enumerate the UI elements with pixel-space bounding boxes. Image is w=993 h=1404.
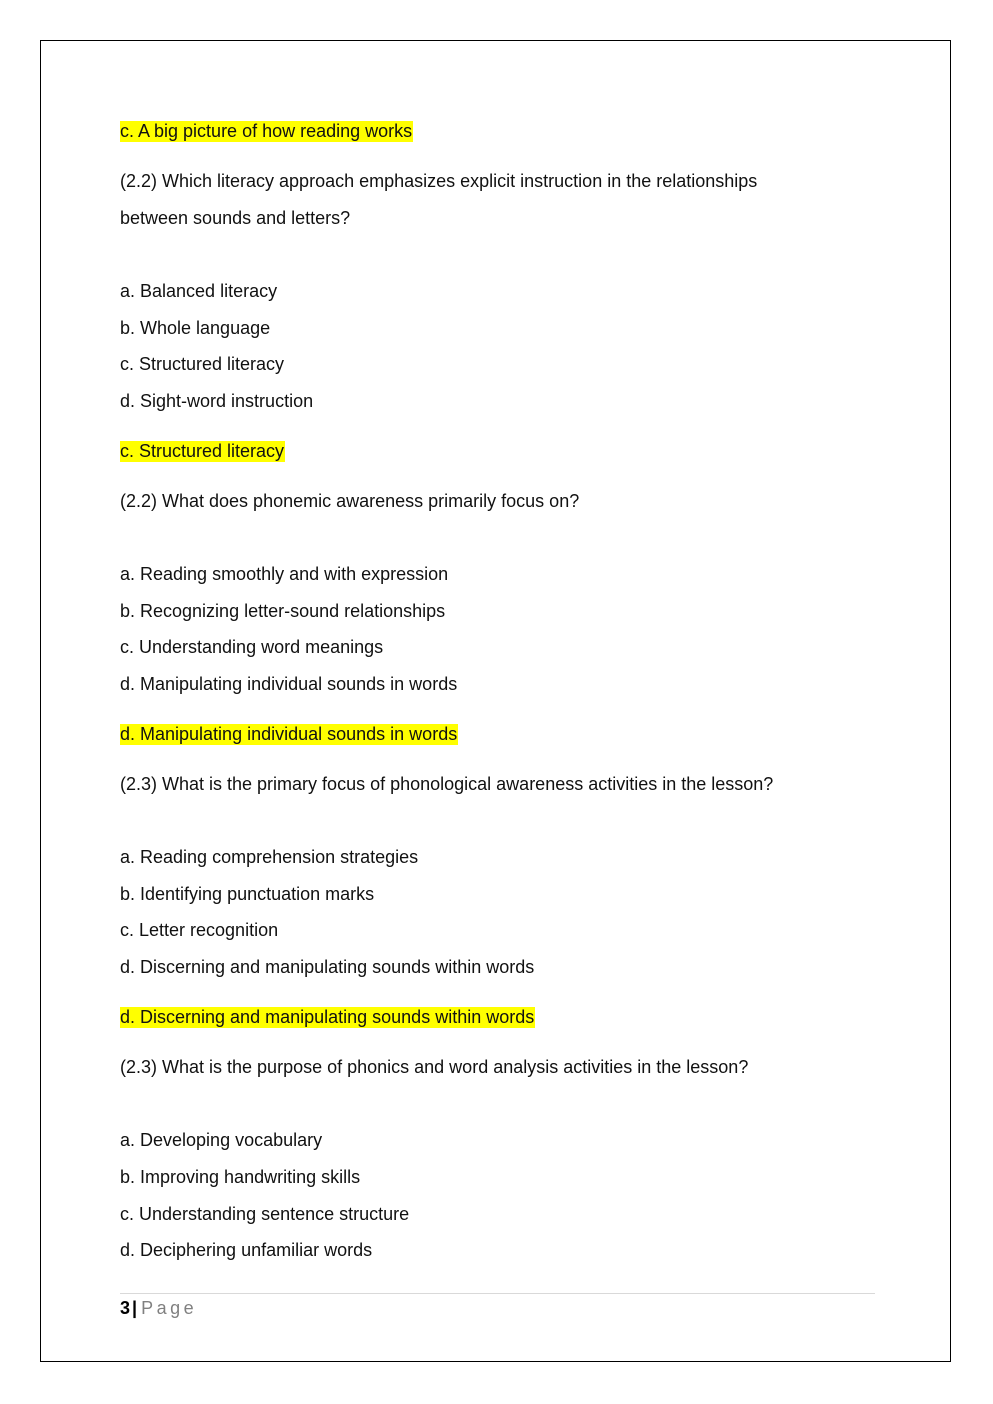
page-number: 3 xyxy=(120,1298,131,1318)
footer-separator: | xyxy=(132,1298,138,1318)
option-a: a. Reading smoothly and with expression xyxy=(120,564,449,584)
answer-highlight: d. Manipulating individual sounds in words xyxy=(120,724,458,744)
option-a: a. Reading comprehension strategies xyxy=(120,847,419,867)
question-2-2-a-line-1: (2.2) Which literacy approach emphasizes explicit instruction in the relationships xyxy=(120,171,758,191)
page-footer xyxy=(120,1297,197,1319)
option-c: c. Structured literacy xyxy=(120,354,285,374)
option-c: c. Understanding word meanings xyxy=(120,637,384,657)
option-d: d. Discerning and manipulating sounds within words xyxy=(120,957,535,977)
option-d: d. Manipulating individual sounds in words xyxy=(120,674,458,694)
option-b: b. Whole language xyxy=(120,318,271,338)
option-a: a. Balanced literacy xyxy=(120,281,278,301)
option-b: b. Recognizing letter-sound relationships xyxy=(120,601,446,621)
question-2-2-b: (2.2) What does phonemic awareness primarily focus on? xyxy=(120,491,580,511)
footer-divider xyxy=(120,1293,875,1294)
question-2-3-a: (2.3) What is the primary focus of phonological awareness activities in the lesson? xyxy=(120,774,774,794)
answer-line xyxy=(120,723,458,745)
option-d: d. Deciphering unfamiliar words xyxy=(120,1240,373,1260)
prev-answer-line xyxy=(120,120,413,142)
page-border xyxy=(40,40,951,1362)
option-b: b. Identifying punctuation marks xyxy=(120,884,375,904)
option-c: c. Letter recognition xyxy=(120,920,279,940)
answer-highlight: d. Discerning and manipulating sounds within words xyxy=(120,1007,535,1027)
answer-line xyxy=(120,1006,535,1028)
option-d: d. Sight-word instruction xyxy=(120,391,314,411)
answer-line xyxy=(120,440,285,462)
question-2-3-b: (2.3) What is the purpose of phonics and word analysis activities in the lesson? xyxy=(120,1057,749,1077)
page-label: Page xyxy=(141,1298,198,1318)
answer-highlight: c. Structured literacy xyxy=(120,441,285,461)
option-b: b. Improving handwriting skills xyxy=(120,1167,361,1187)
answer-highlight: c. A big picture of how reading works xyxy=(120,121,413,141)
option-c: c. Understanding sentence structure xyxy=(120,1204,410,1224)
option-a: a. Developing vocabulary xyxy=(120,1130,323,1150)
question-2-2-a-line-2: between sounds and letters? xyxy=(120,208,351,228)
